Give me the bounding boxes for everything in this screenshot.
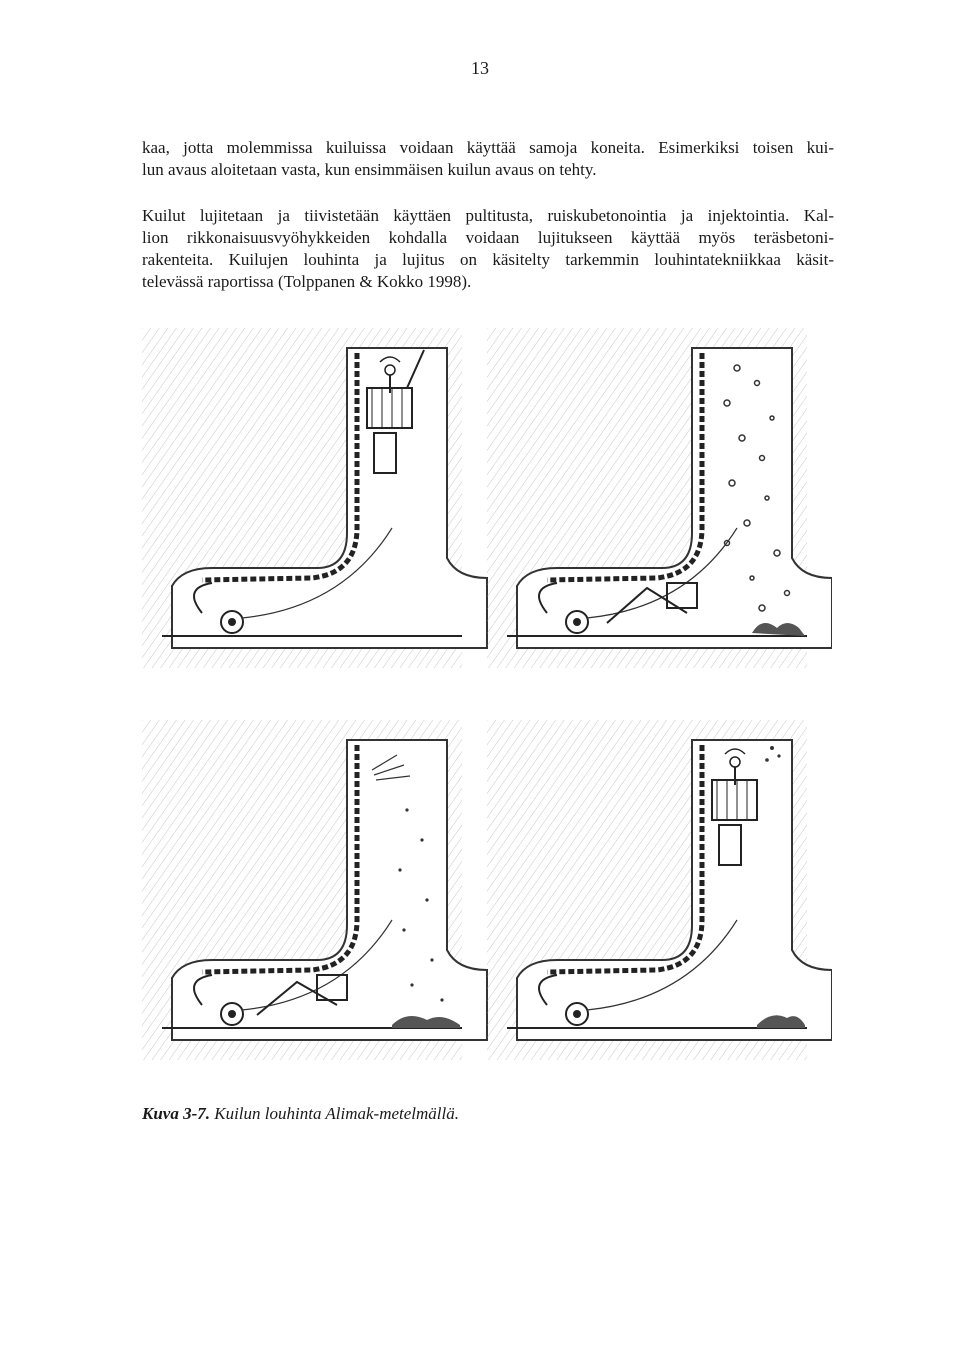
paragraph-line: kaa, jotta molemmissa kuiluissa voidaan käyttää samoja koneita. Esimerkiksi toisen kui-	[142, 138, 834, 157]
paragraph-line: televässä raportissa (Tolppanen & Kokko 1998).	[142, 272, 472, 291]
panel-shotcrete	[142, 720, 487, 1060]
figure-caption	[142, 1104, 459, 1124]
panel-scaling	[487, 720, 832, 1060]
figure-raise-excavation	[142, 328, 832, 1088]
caption-text: Kuilun louhinta Alimak-metelmällä.	[214, 1104, 459, 1123]
paragraph-line: lion rikkonaisuusvyöhykkeiden kohdalla voidaan lujitukseen käyttää myös teräsbetoni-	[142, 228, 834, 247]
paragraph-line: rakenteita. Kuilujen louhinta ja lujitus on käsitelty tarkemmin louhintatekniikkaa käsit-	[142, 250, 834, 269]
paragraph-line: Kuilut lujitetaan ja tiivistetään käyttäen pultitusta, ruiskubetonointia ja injektointia. Kal-	[142, 206, 834, 225]
panel-drilling	[142, 328, 487, 668]
caption-label: Kuva 3-7.	[142, 1104, 210, 1123]
paragraph-line: lun avaus aloitetaan vasta, kun ensimmäisen kuilun avaus on tehty.	[142, 160, 597, 179]
paragraph-1	[142, 137, 834, 181]
paragraph-2	[142, 205, 834, 293]
page-number: 13	[471, 58, 489, 78]
panel-blasting	[487, 328, 832, 668]
